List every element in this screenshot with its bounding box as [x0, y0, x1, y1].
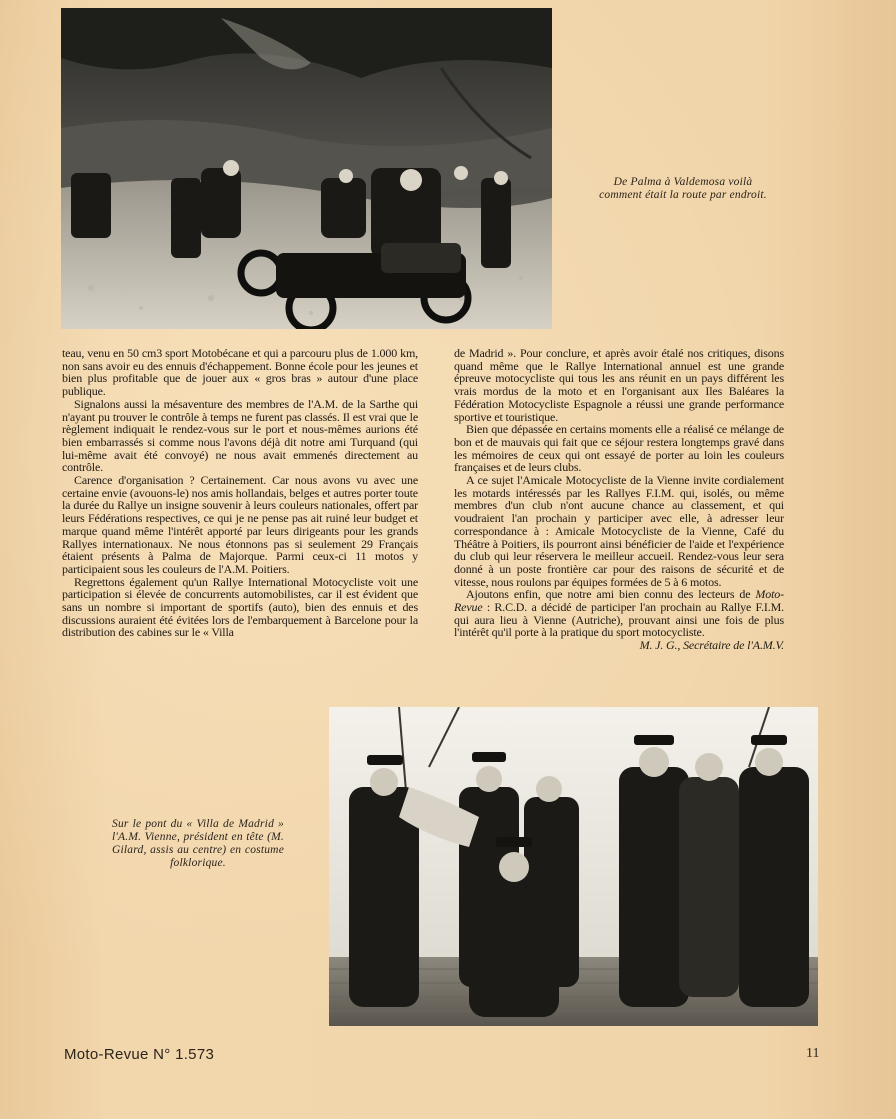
article-paragraph: teau, venu en 50 cm3 sport Motobécane et qui a parcouru plus de 1.000 km, non sans avoir eu des ennuis d'échappement. Bonne école pour les jeunes et bien plus profitable que de jouer aux « gros bras » autour d'une place publique. — [62, 346, 418, 399]
article-paragraph: de Madrid ». Pour conclure, et après avoir étalé nos critiques, disons quand même que le Rallye International annuel est une grande épreuve motocycliste qui tous les ans réunit en un pays différent les vrais mordus de la moto et en l'organisant aux Iles Baléares la Fédération Motocycliste Espagnole a réussi une grande performance sportive et touristique. — [454, 346, 784, 424]
photo-rally-mountain-road — [61, 8, 552, 329]
article-paragraph: Signalons aussi la mésaventure des membres de l'A.M. de la Sarthe qui n'ayant pu trouver le contrôle à temps ne furent pas classés. Il est vrai que le règlement indiquait le rendez-vous sur le port et nous-mêmes aurions été bien embarrassés si comme nous l'avons déjà dit notre ami Turquand (qui lui-même avait été convoyé) ne nous avait emmenés directement au contrôle. — [62, 396, 418, 475]
photo-rally-illustration — [61, 8, 552, 329]
magazine-issue-footer: Moto-Revue N° 1.573 — [64, 1046, 215, 1063]
article-paragraph: A ce sujet l'Amicale Motocycliste de la Vienne invite cordialement les motards intéressés par les Rallyes F.I.M. qui, isolés, ou même membres d'un club n'ont aucune chance au classement, et qui voudraient l'an prochain y participer avec elle, à adresser leur correspondance à : Amicale Motocycliste de la Vienne, Café du Théâtre à Poitiers, ils pourront ainsi bénéficier de l'aide et l'expérience du club qui leur réservera le meilleur accueil. Rendez-vous leur sera donné à un poste frontière car pour des raisons de sécurité et de vitesse, nous roulons par équipes formées de 5 à 6 motos. — [454, 473, 784, 589]
photo-group-illustration — [329, 707, 818, 1026]
article-paragraph: Bien que dépassée en certains moments elle a réalisé ce mélange de bon et de mauvais qui fait que ce séjour restera longtemps gravé dans les mémoires de ceux qui ont essayé de porter au loin les couleurs françaises et de leurs clubs. — [454, 422, 784, 475]
text-segment: Ajoutons enfin, que notre ami bien connu des lecteurs de — [466, 587, 756, 602]
photo-caption-top: De Palma à Valdemosa voilà comment était la route par endroit. — [599, 176, 767, 201]
photo-group-ship-deck — [329, 707, 818, 1026]
article-paragraph: Regrettons également qu'un Rallye International Motocycliste voit une participation si élevée de concurrents automobilistes, car il est évident que sans un nombre si important de sportifs (auto), bien des ennuis et des discussions auraient été évitées lors de l'embarquement à Barcelone pour la distribution des cabines sur le « Villa — [62, 574, 418, 640]
page-number: 11 — [806, 1046, 820, 1061]
photo-caption-bottom: Sur le pont du « Villa de Madrid » l'A.M. Vienne, président en tête (M. Gilard, assis au centre) en costume folklorique. — [112, 818, 284, 869]
text-segment: : R.C.D. a décidé de participer l'an prochain au Rallye F.I.M. qui aura lieu à Vienne (Autriche), prouvant ainsi une fois de plus l'intérêt qu'il porte à la pratique du sport motocycliste. — [454, 600, 784, 640]
article-column-right — [454, 347, 784, 652]
article-column-left — [62, 347, 418, 639]
article-paragraph: Carence d'organisation ? Certainement. Car nous avons vu avec une certaine envie (avouons-le) nos amis hollandais, belges et autres porter toute la durée du Rallye un insigne souvenir à leurs couleurs nationales, offert par leurs Fédérations respectives, ce qui je ne pense pas ait ruiné leur budget et marque quand même l'intérêt apporté par leurs dirigeants pour les grands Rallyes internationaux. Ne nous étonnons pas si seulement 29 Français étaient présents à Palma de Majorque. Parmi ceux-ci 11 motos y participaient sous les couleurs de l'A.M. Poitiers. — [62, 473, 418, 576]
magazine-name: Moto-Revue — [454, 587, 784, 615]
article-signature: M. J. G., Secrétaire de l'A.M.V. — [639, 638, 784, 653]
article-paragraph-last — [454, 588, 784, 639]
